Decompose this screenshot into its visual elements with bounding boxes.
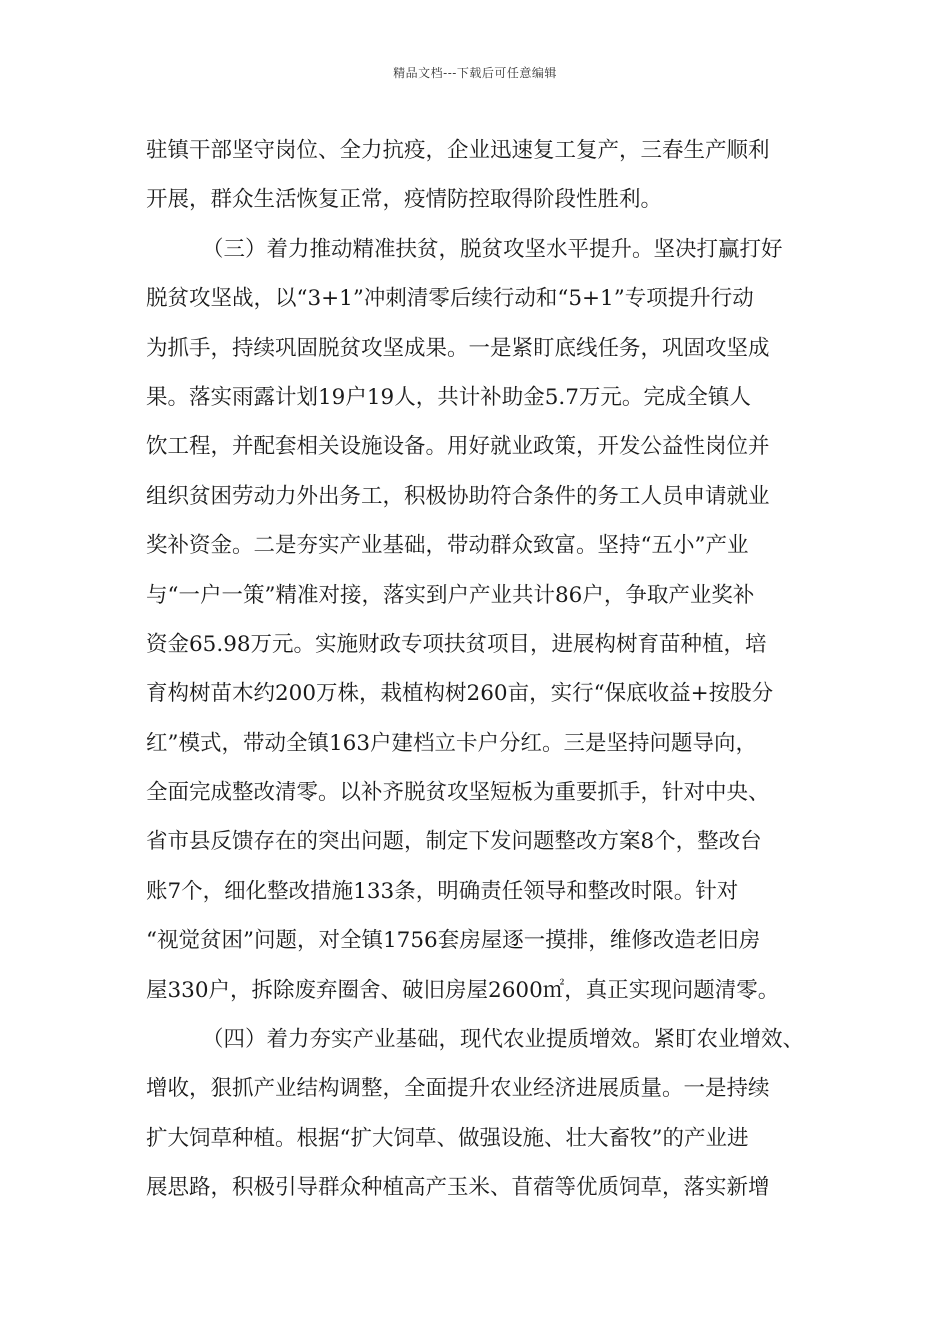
text-line: “视觉贫困”问题，对全镇1756套房屋逐一摸排，维修改造老旧房 — [146, 928, 761, 954]
text-line: 开展，群众生活恢复正常，疫情防控取得阶段性胜利。 — [146, 187, 663, 213]
text-line: 省市县反馈存在的突出问题，制定下发问题整改方案8个，整改台 — [146, 829, 762, 855]
text-line: 组织贫困劳动力外出务工，积极协助符合条件的务工人员申请就业 — [146, 483, 770, 509]
text-line: 脱贫攻坚战，以“3+1”冲刺清零后续行动和“5+1”专项提升行动 — [146, 286, 754, 312]
text-line: 为抓手，持续巩固脱贫攻坚成果。一是紧盯底线任务，巩固攻坚成 — [146, 335, 770, 361]
document-body — [146, 126, 818, 1213]
text-line: 果。落实雨露计划19户19人，共计补助金5.7万元。完成全镇人 — [146, 384, 751, 410]
text-line: 与“一户一策”精准对接，落实到户产业共计86户，争取产业奖补 — [146, 582, 755, 608]
text-line: 扩大饲草种植。根据“扩大饲草、做强设施、壮大畜牧”的产业进 — [146, 1125, 749, 1151]
text-line: 红”模式，带动全镇163户建档立卡户分红。三是坚持问题导向， — [146, 730, 758, 756]
page-header: 精品文档---下载后可任意编辑 — [393, 66, 557, 80]
text-line: 增收，狠抓产业结构调整，全面提升农业经济进展质量。一是持续 — [146, 1076, 770, 1102]
text-line: 驻镇干部坚守岗位、全力抗疫，企业迅速复工复产，三春生产顺利 — [146, 138, 770, 163]
text-line: 屋330户，拆除废弃圈舍、破旧房屋2600㎡，真正实现问题清零。 — [146, 977, 780, 1003]
paragraph-start-line: （三）着力推动精准扶贫，脱贫攻坚水平提升。坚决打赢打好 — [202, 236, 783, 262]
text-line: 展思路，积极引导群众种植高产玉米、苜蓿等优质饲草，落实新增 — [146, 1175, 770, 1201]
text-line: 育构树苗木约200万株，栽植构树260亩，实行“保底收益+按股分 — [146, 681, 774, 707]
text-line: 饮工程，并配套相关设施设备。用好就业政策，开发公益性岗位并 — [146, 434, 770, 460]
text-line: 全面完成整改清零。以补齐脱贫攻坚短板为重要抓手，针对中央、 — [146, 780, 770, 806]
text-line: 资金65.98万元。实施财政专项扶贫项目，进展构树育苗种植，培 — [146, 631, 767, 657]
text-line: 奖补资金。二是夯实产业基础，带动群众致富。坚持“五小”产业 — [146, 533, 749, 559]
text-line: 账7个，细化整改措施133条，明确责任领导和整改时限。针对 — [146, 878, 739, 904]
paragraph-start-line: （四）着力夯实产业基础，现代农业提质增效。紧盯农业增效、 — [202, 1027, 805, 1053]
